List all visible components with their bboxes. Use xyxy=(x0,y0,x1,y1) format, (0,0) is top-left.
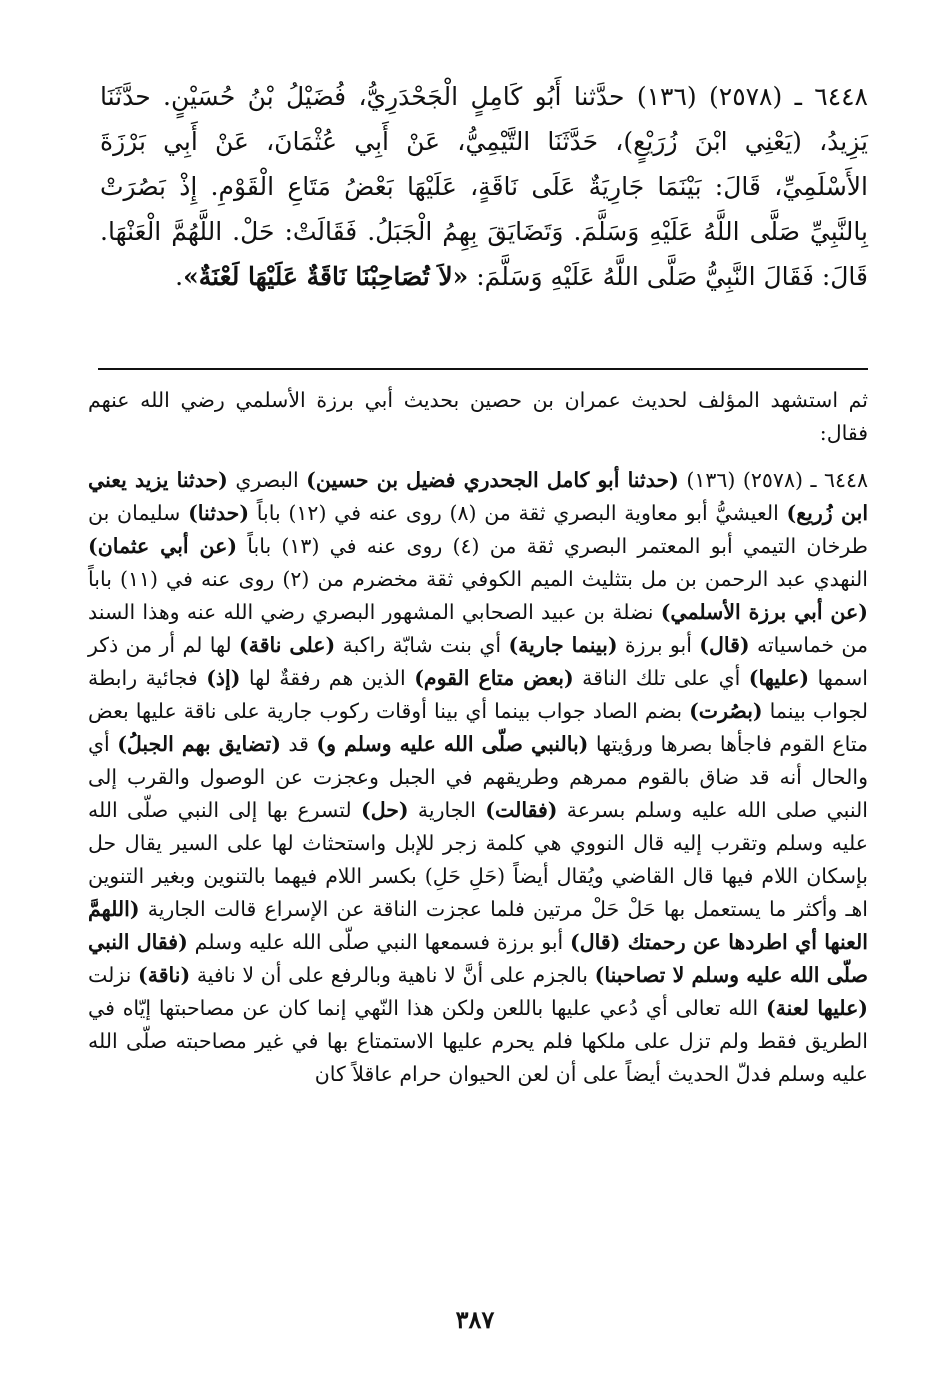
commentary-body xyxy=(88,464,868,1091)
matn-term: (عليها) xyxy=(748,666,810,690)
matn-term: (عن أبي برزة الأسلمي) xyxy=(660,600,868,624)
commentary-text: فجائية رابطة لجواب بينما xyxy=(88,666,868,723)
matn-term: (فقالت) xyxy=(485,798,558,822)
matn-term: (بصُرت) xyxy=(689,699,763,723)
hadith-quote: «لاَ تُصَاحِبْنَا نَاقَةٌ عَلَيْهَا لَعْنَةٌ» xyxy=(183,262,469,291)
hadith-text xyxy=(100,74,868,299)
page-number: ٣٨٧ xyxy=(455,1305,495,1334)
matn-term: (بينما جارية) xyxy=(508,633,618,657)
commentary-text: أي على تلك الناقة xyxy=(573,666,749,690)
commentary-text: بضم الصاد جواب بينما أي بينا أوقات ركوب جارية على ناقة عليها بعض متاع القوم فاجأها بصرها ورؤيتها xyxy=(88,699,868,756)
commentary-text: النهدي عبد الرحمن بن مل بتثليث الميم الكوفي ثقة مخضرم من (٢) روى عنه في (١١) باباً xyxy=(88,567,868,591)
matn-term: (حدثنا) xyxy=(188,501,250,525)
hadith-paragraph xyxy=(100,74,868,299)
hadith-body: ٦٤٤٨ ـ (٢٥٧٨) (١٣٦) حدَّثنا أَبُو كَامِلٍ الْجَحْدَرِيُّ، فُضَيْلُ بْنُ حُسَيْنٍ. حدَّثَنَا يَزِيدُ، (يَعْنِي ابْنَ زُرَيْعٍ)، حَدَّثَنَا التَّيْمِيُّ، عَنْ أَبِي عُثْمَانَ، عَنْ أَبِي بَرْزَةَ الأَسْلَمِيِّ، قَالَ: بَيْنَمَا جَارِيَةٌ عَلَى نَاقَةٍ، عَلَيْهَا بَعْضُ مَتَاعِ الْقَوْمِ. إِذْ بَصُرَتْ بِالنَّبِيِّ صَلَّى اللَّهُ عَلَيْهِ وَسَلَّمَ. وَتَضَايَقَ بِهِمُ الْجَبَلُ. فَقَالَتْ: حَلْ. اللَّهُمَّ الْعَنْهَا. قَالَ: فَقَالَ النَّبِيُّ صَلَّى اللَّهُ عَلَيْهِ وَسَلَّمَ: xyxy=(100,82,868,291)
matn-term: (قال) xyxy=(699,633,750,657)
commentary-text: سليمان بن طرخان التيمي أبو المعتمر البصري ثقة من (٤) روى عنه في (١٣) باباً xyxy=(88,501,869,558)
commentary-text: ٦٤٤٨ ـ (٢٥٧٨) (١٣٦) xyxy=(678,468,869,492)
matn-term: (اللهمَّ العنها أي اطردها عن رحمتك (قال) xyxy=(88,897,868,954)
commentary-text: نزلت xyxy=(88,963,139,987)
commentary-text: أي بنت شابّة راكبة xyxy=(335,633,509,657)
commentary-text: بالجزم على أنَّ لا ناهية وبالرفع على أن لا نافية xyxy=(190,963,595,987)
matn-term: (على ناقة) xyxy=(239,633,336,657)
commentary-text: الذين هم رفقةٌ لها xyxy=(240,666,415,690)
matn-term: (حدثنا يزيد يعني ابن زُريع) xyxy=(88,468,869,525)
matn-term: (بالنبي صلّى الله عليه وسلم و) xyxy=(316,732,589,756)
matn-term: (تضايق بهم الجبلُ) xyxy=(117,732,281,756)
commentary-text: البصري xyxy=(227,468,307,492)
commentary-text: الجارية xyxy=(408,798,486,822)
matn-term: (بعض متاع القوم) xyxy=(414,666,574,690)
commentary-text: نضلة بن عبيد الصحابي المشهور البصري رضي الله عنه وهذا السند من خماسياته xyxy=(88,600,869,657)
commentary-text: الله تعالى أي دُعي عليها باللعن ولكن هذا النّهي إنما كان عن مصاحبتها إيّاه في الطريق فقط ولم تزل على ملكها فلم يحرم عليها الاستمتاع بها في غير مصاحبته صلّى الله عليه وسلم فدلّ الحديث أيضاً على أن لعن الحيوان حرام عاقلاً كان xyxy=(88,996,868,1086)
matn-term: (فقال النبي صلّى الله عليه وسلم لا تصاحبنا) xyxy=(88,930,868,987)
commentary-text: قد xyxy=(280,732,317,756)
commentary xyxy=(88,384,868,1091)
commentary-text: أبو برزة xyxy=(617,633,700,657)
matn-term: (عن أبي عثمان) xyxy=(88,534,238,558)
hadith-end: . xyxy=(175,262,184,291)
commentary-text: أي والحال أنه قد ضاق بالقوم ممرهم وطريقهم في الجبل وعجزت عن الوصول والقرب إلى النبي صلى الله عليه وسلم بسرعة xyxy=(88,732,868,822)
commentary-text: أبو برزة فسمعها النبي صلّى الله عليه وسلم xyxy=(187,930,571,954)
matn-term: (ناقة) xyxy=(138,963,191,987)
commentary-text: لها لم أر من ذكر اسمها xyxy=(88,633,868,690)
matn-term: (حدثنا أبو كامل الجحدري فضيل بن حسين) xyxy=(306,468,679,492)
commentary-intro: ثم استشهد المؤلف لحديث عمران بن حصين بحديث أبي برزة الأسلمي رضي الله عنهم فقال: xyxy=(88,388,868,445)
commentary-text: العيشيُّ أبو معاوية البصري ثقة من (٨) روى عنه في (١٢) باباً xyxy=(249,501,787,525)
commentary-text: لتسرع بها إلى النبي صلّى الله عليه وسلم وتقرب إليه قال النووي هي كلمة زجر للإبل واستحثاث لها على السير يقال حل بإسكان اللام فيها قال القاضي ويُقال أيضاً (حَلِ حَلِ) بكسر اللام فيهما بالتنوين وبغير التنوين اهـ وأكثر ما يستعمل بها حَلْ حَلْ مرتين فلما عجزت الناقة عن الإسراع قالت الجارية xyxy=(88,798,868,921)
matn-term: (حل) xyxy=(361,798,409,822)
separator-rule xyxy=(98,368,868,370)
paragraph-gap xyxy=(88,450,868,464)
matn-term: (عليها لعنة) xyxy=(765,996,869,1020)
matn-term: (إذ) xyxy=(206,666,241,690)
